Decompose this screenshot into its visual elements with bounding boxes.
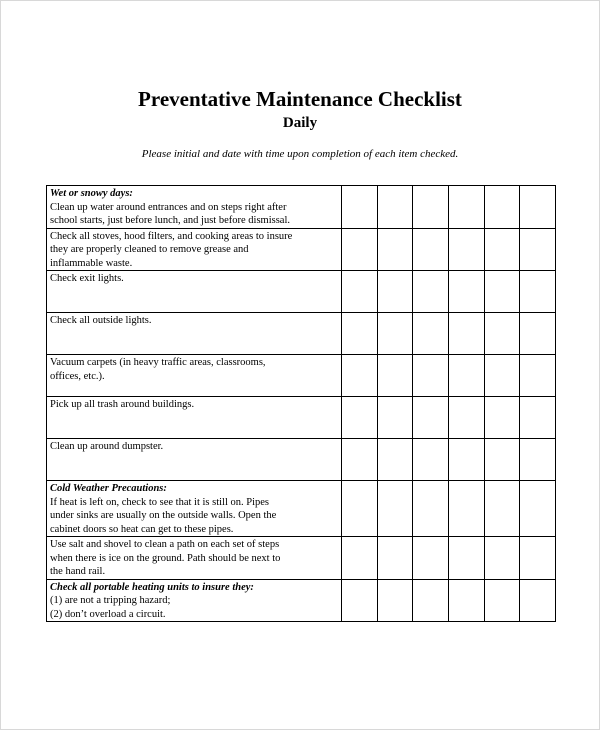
initial-date-cell[interactable] (520, 271, 556, 313)
task-text-line: cabinet doors so heat can get to these pipes. (50, 523, 234, 535)
initial-date-cell[interactable] (342, 271, 378, 313)
initial-date-cell[interactable] (448, 481, 484, 537)
initial-date-cell[interactable] (377, 397, 413, 439)
initial-date-cell[interactable] (377, 439, 413, 481)
initial-date-cell[interactable] (520, 537, 556, 580)
initial-date-cell[interactable] (342, 439, 378, 481)
task-text-line: the hand rail. (50, 566, 106, 577)
initial-date-cell[interactable] (377, 228, 413, 271)
initial-date-cell[interactable] (448, 228, 484, 271)
initial-date-cell[interactable] (448, 439, 484, 481)
checklist-row (47, 355, 556, 397)
task-text-line: Vacuum carpets (in heavy traffic areas, classrooms, (50, 357, 266, 368)
initial-date-cell[interactable] (413, 355, 449, 397)
checklist-row (47, 537, 556, 580)
initial-date-cell[interactable] (484, 313, 520, 355)
initial-date-cell[interactable] (413, 579, 449, 622)
initial-date-cell[interactable] (342, 313, 378, 355)
task-text-line: when there is ice on the ground. Path should be next to (50, 552, 281, 564)
initial-date-cell[interactable] (484, 397, 520, 439)
initial-date-cell[interactable] (413, 228, 449, 271)
initial-date-cell[interactable] (484, 355, 520, 397)
initial-date-cell[interactable] (448, 579, 484, 622)
task-text-line: school starts, just before lunch, and just before dismissal. (50, 215, 290, 226)
initial-date-cell[interactable] (448, 397, 484, 439)
initial-date-cell[interactable] (413, 481, 449, 537)
initial-date-cell[interactable] (448, 355, 484, 397)
initial-date-cell[interactable] (520, 186, 556, 229)
initial-date-cell[interactable] (413, 313, 449, 355)
initial-date-cell[interactable] (342, 537, 378, 580)
initial-date-cell[interactable] (377, 355, 413, 397)
task-cell (47, 579, 342, 622)
task-text-line: under sinks are usually on the outside walls. Open the (50, 510, 277, 521)
task-text-line: If heat is left on, check to see that it is still on. Pipes (50, 496, 269, 508)
task-text-line: they are properly cleaned to remove grease and (50, 244, 249, 255)
task-text-line: Pick up all trash around buildings. (50, 399, 195, 410)
initial-date-cell[interactable] (484, 271, 520, 313)
checklist-row (47, 579, 556, 622)
initial-date-cell[interactable] (448, 313, 484, 355)
task-cell (47, 313, 342, 355)
initial-date-cell[interactable] (484, 228, 520, 271)
task-heading: Check all portable heating units to insure they: (50, 581, 254, 593)
initial-date-cell[interactable] (342, 481, 378, 537)
task-cell (47, 397, 342, 439)
instructions-text: Please initial and date with time upon completion of each item checked. (141, 148, 459, 160)
initial-date-cell[interactable] (520, 579, 556, 622)
initial-date-cell[interactable] (413, 439, 449, 481)
task-cell (47, 481, 342, 537)
initial-date-cell[interactable] (484, 579, 520, 622)
page-subtitle: Daily (282, 115, 318, 131)
initial-date-cell[interactable] (377, 313, 413, 355)
checklist-row (47, 397, 556, 439)
checklist-row (47, 186, 556, 229)
task-text-line: Check all outside lights. (50, 315, 152, 326)
task-text-line: Check all stoves, hood filters, and cooking areas to insure (50, 230, 293, 242)
initial-date-cell[interactable] (520, 228, 556, 271)
checklist-row (47, 313, 556, 355)
initial-date-cell[interactable] (342, 228, 378, 271)
task-text-line: (1) are not a tripping hazard; (50, 595, 171, 606)
initial-date-cell[interactable] (520, 481, 556, 537)
initial-date-cell[interactable] (413, 271, 449, 313)
task-cell (47, 355, 342, 397)
task-text-line: inflammable waste. (50, 257, 133, 269)
task-text-line: (2) don’t overload a circuit. (50, 608, 166, 620)
task-cell (47, 537, 342, 580)
initial-date-cell[interactable] (448, 537, 484, 580)
initial-date-cell[interactable] (413, 397, 449, 439)
initial-date-cell[interactable] (520, 355, 556, 397)
checklist-table (46, 185, 556, 622)
checklist-row (47, 228, 556, 271)
initial-date-cell[interactable] (342, 186, 378, 229)
initial-date-cell[interactable] (484, 186, 520, 229)
initial-date-cell[interactable] (377, 537, 413, 580)
task-text-line: Clean up around dumpster. (50, 441, 164, 452)
initial-date-cell[interactable] (484, 481, 520, 537)
initial-date-cell[interactable] (448, 271, 484, 313)
task-text-line: Check exit lights. (50, 273, 124, 284)
task-cell (47, 271, 342, 313)
task-text-line: offices, etc.). (50, 370, 105, 382)
initial-date-cell[interactable] (448, 186, 484, 229)
initial-date-cell[interactable] (342, 397, 378, 439)
task-heading: Cold Weather Precautions: (50, 483, 167, 494)
task-cell (47, 228, 342, 271)
initial-date-cell[interactable] (413, 186, 449, 229)
initial-date-cell[interactable] (342, 579, 378, 622)
initial-date-cell[interactable] (377, 481, 413, 537)
initial-date-cell[interactable] (520, 439, 556, 481)
initial-date-cell[interactable] (377, 271, 413, 313)
initial-date-cell[interactable] (484, 439, 520, 481)
initial-date-cell[interactable] (520, 397, 556, 439)
initial-date-cell[interactable] (377, 186, 413, 229)
task-text-line: Use salt and shovel to clean a path on each set of steps (50, 539, 280, 550)
task-cell (47, 186, 342, 229)
initial-date-cell[interactable] (377, 579, 413, 622)
page-title: Preventative Maintenance Checklist (138, 87, 462, 111)
initial-date-cell[interactable] (413, 537, 449, 580)
initial-date-cell[interactable] (484, 537, 520, 580)
initial-date-cell[interactable] (520, 313, 556, 355)
checklist-row (47, 439, 556, 481)
task-cell (47, 439, 342, 481)
task-text-line: Clean up water around entrances and on steps right after (50, 201, 287, 213)
checklist-row (47, 481, 556, 537)
checklist-row (47, 271, 556, 313)
task-heading: Wet or snowy days: (50, 188, 133, 199)
initial-date-cell[interactable] (342, 355, 378, 397)
